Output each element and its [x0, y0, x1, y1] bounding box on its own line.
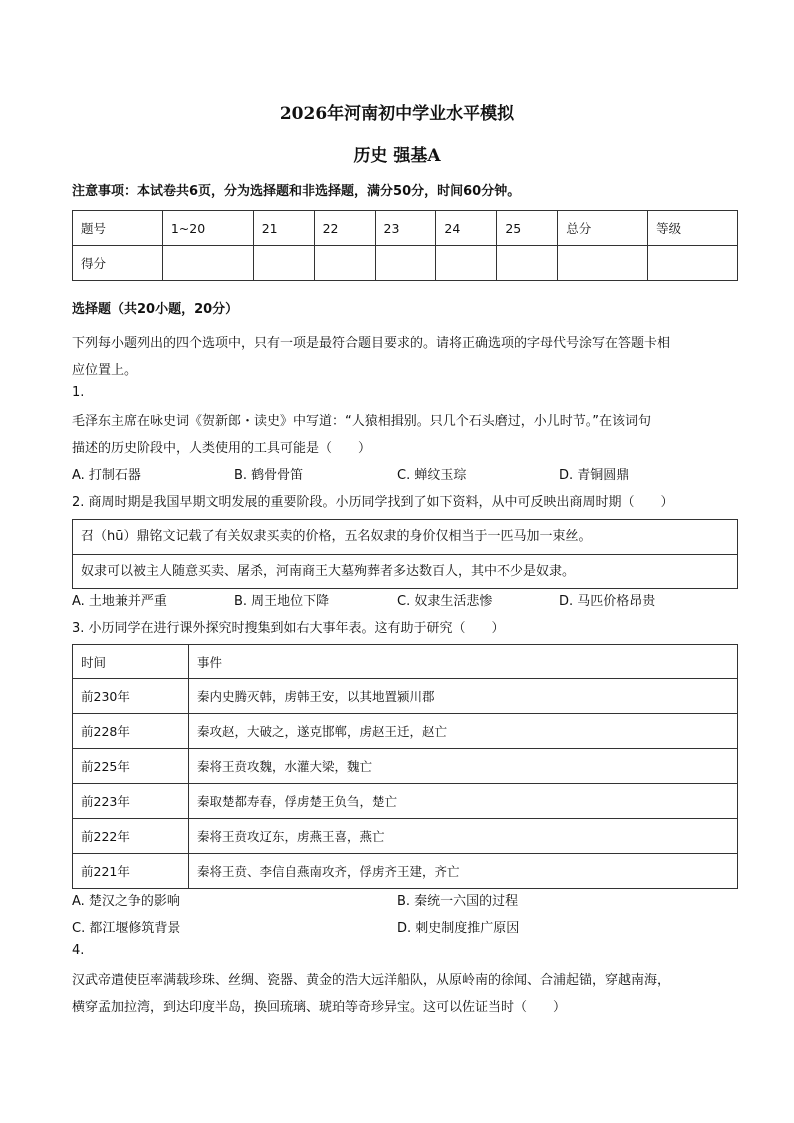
chronology-year: 前225年 — [73, 749, 189, 784]
answer-option[interactable]: C. 奴隶生活悲惨 — [397, 594, 493, 609]
section-title: 选择题（共20小题，20分） — [72, 302, 239, 317]
question-text: 描述的历史阶段中，人类使用的工具可能是（ ） — [72, 441, 372, 456]
material-box — [72, 519, 738, 589]
score-table-header-cell: 22 — [314, 211, 375, 246]
section-instruction: 下列每小题列出的四个选项中，只有一项是最符合题目要求的。请将正确选项的字母代号涂写在答题卡相 — [72, 336, 671, 351]
question-text: 汉武帝遣使臣率满载珍珠、丝绸、瓷器、黄金的浩大远洋船队，从原岭南的徐闻、合浦起锚，穿越南海， — [72, 973, 671, 988]
question-text: 横穿孟加拉湾，到达印度半岛，换回琉璃、琥珀等奇珍异宝。这可以佐证当时（ ） — [72, 1000, 567, 1015]
section-instruction: 应位置上。 — [72, 363, 138, 378]
chronology-row — [73, 784, 738, 819]
chronology-event: 秦攻赵，大破之，遂克邯郸，虏赵王迁，赵亡 — [189, 714, 738, 749]
answer-option[interactable]: A. 楚汉之争的影响 — [72, 894, 180, 909]
score-table-header-cell: 24 — [436, 211, 497, 246]
score-table — [72, 210, 738, 281]
answer-option[interactable]: A. 打制石器 — [72, 468, 141, 483]
question-text: 毛泽东主席在咏史词《贺新郎・读史》中写道：“人猿相揖别。只几个石头磨过，小儿时节。”在该词句 — [72, 414, 651, 429]
chronology-header-cell: 时间 — [73, 645, 189, 679]
chronology-event: 秦内史腾灭韩，虏韩王安，以其地置颍川郡 — [189, 679, 738, 714]
answer-option[interactable]: B. 秦统一六国的过程 — [397, 894, 519, 909]
material-line: 召（hū）鼎铭文记载了有关奴隶买卖的价格，五名奴隶的身价仅相当于一匹马加一束丝。 — [81, 529, 592, 544]
chronology-year: 前222年 — [73, 819, 189, 854]
answer-option[interactable]: C. 都江堰修筑背景 — [72, 921, 181, 936]
answer-option[interactable]: B. 鹤骨骨笛 — [234, 468, 304, 483]
score-table-header-cell: 21 — [253, 211, 314, 246]
score-input-cell[interactable] — [314, 246, 375, 281]
chronology-row — [73, 749, 738, 784]
chronology-event: 秦取楚都寿春，俘虏楚王负刍，楚亡 — [189, 784, 738, 819]
score-input-cell[interactable] — [375, 246, 436, 281]
score-input-cell[interactable] — [497, 246, 558, 281]
chronology-event: 秦将王贲攻辽东，虏燕王喜，燕亡 — [189, 819, 738, 854]
answer-option[interactable]: C. 蝉纹玉琮 — [397, 468, 467, 483]
chronology-row — [73, 854, 738, 889]
material-line: 奴隶可以被主人随意买卖、屠杀，河南商王大墓殉葬者多达数百人，其中不少是奴隶。 — [73, 554, 737, 588]
score-table-header-cell: 等级 — [648, 211, 738, 246]
chronology-year: 前221年 — [73, 854, 189, 889]
score-input-cell[interactable] — [253, 246, 314, 281]
chronology-row — [73, 714, 738, 749]
score-table-header-cell: 23 — [375, 211, 436, 246]
score-table-header-cell: 25 — [497, 211, 558, 246]
chronology-year: 前223年 — [73, 784, 189, 819]
score-table-header-row — [73, 211, 738, 246]
score-table-score-row — [73, 246, 738, 281]
chronology-table — [72, 644, 738, 889]
question-text: 2. 商周时期是我国早期文明发展的重要阶段。小历同学找到了如下资料，从中可反映出商周时期（ ） — [72, 495, 674, 510]
score-table-header-cell: 1~20 — [162, 211, 253, 246]
score-input-cell[interactable] — [162, 246, 253, 281]
chronology-year: 前228年 — [73, 714, 189, 749]
answer-option[interactable]: D. 刺史制度推广原因 — [397, 921, 520, 936]
exam-subtitle: 历史 强基A — [353, 146, 441, 166]
answer-option[interactable]: D. 马匹价格昂贵 — [559, 594, 656, 609]
chronology-event: 秦将王贲攻魏，水灌大梁，魏亡 — [189, 749, 738, 784]
chronology-event: 秦将王贲、李信自燕南攻齐，俘虏齐王建，齐亡 — [189, 854, 738, 889]
score-input-cell[interactable] — [436, 246, 497, 281]
score-table-header-cell: 总分 — [558, 211, 648, 246]
question-text: 3. 小历同学在进行课外探究时搜集到如右大事年表。这有助于研究（ ） — [72, 621, 505, 636]
answer-option[interactable]: D. 青铜圆鼎 — [559, 468, 630, 483]
notice-text: 注意事项：本试卷共6页，分为选择题和非选择题，满分50分，时间60分钟。 — [72, 184, 521, 199]
question-number: 1. — [72, 385, 85, 400]
score-input-cell[interactable] — [558, 246, 648, 281]
chronology-header-cell: 事件 — [189, 645, 738, 679]
exam-title: 2026年河南初中学业水平模拟 — [279, 104, 515, 124]
chronology-header-row — [73, 645, 738, 679]
answer-option[interactable]: A. 土地兼并严重 — [72, 594, 167, 609]
chronology-year: 前230年 — [73, 679, 189, 714]
score-input-cell[interactable] — [648, 246, 738, 281]
chronology-row — [73, 819, 738, 854]
chronology-row — [73, 679, 738, 714]
answer-option[interactable]: B. 周王地位下降 — [234, 594, 330, 609]
score-table-header-cell: 题号 — [73, 211, 163, 246]
score-row-label: 得分 — [73, 246, 163, 281]
question-number: 4. — [72, 943, 85, 958]
